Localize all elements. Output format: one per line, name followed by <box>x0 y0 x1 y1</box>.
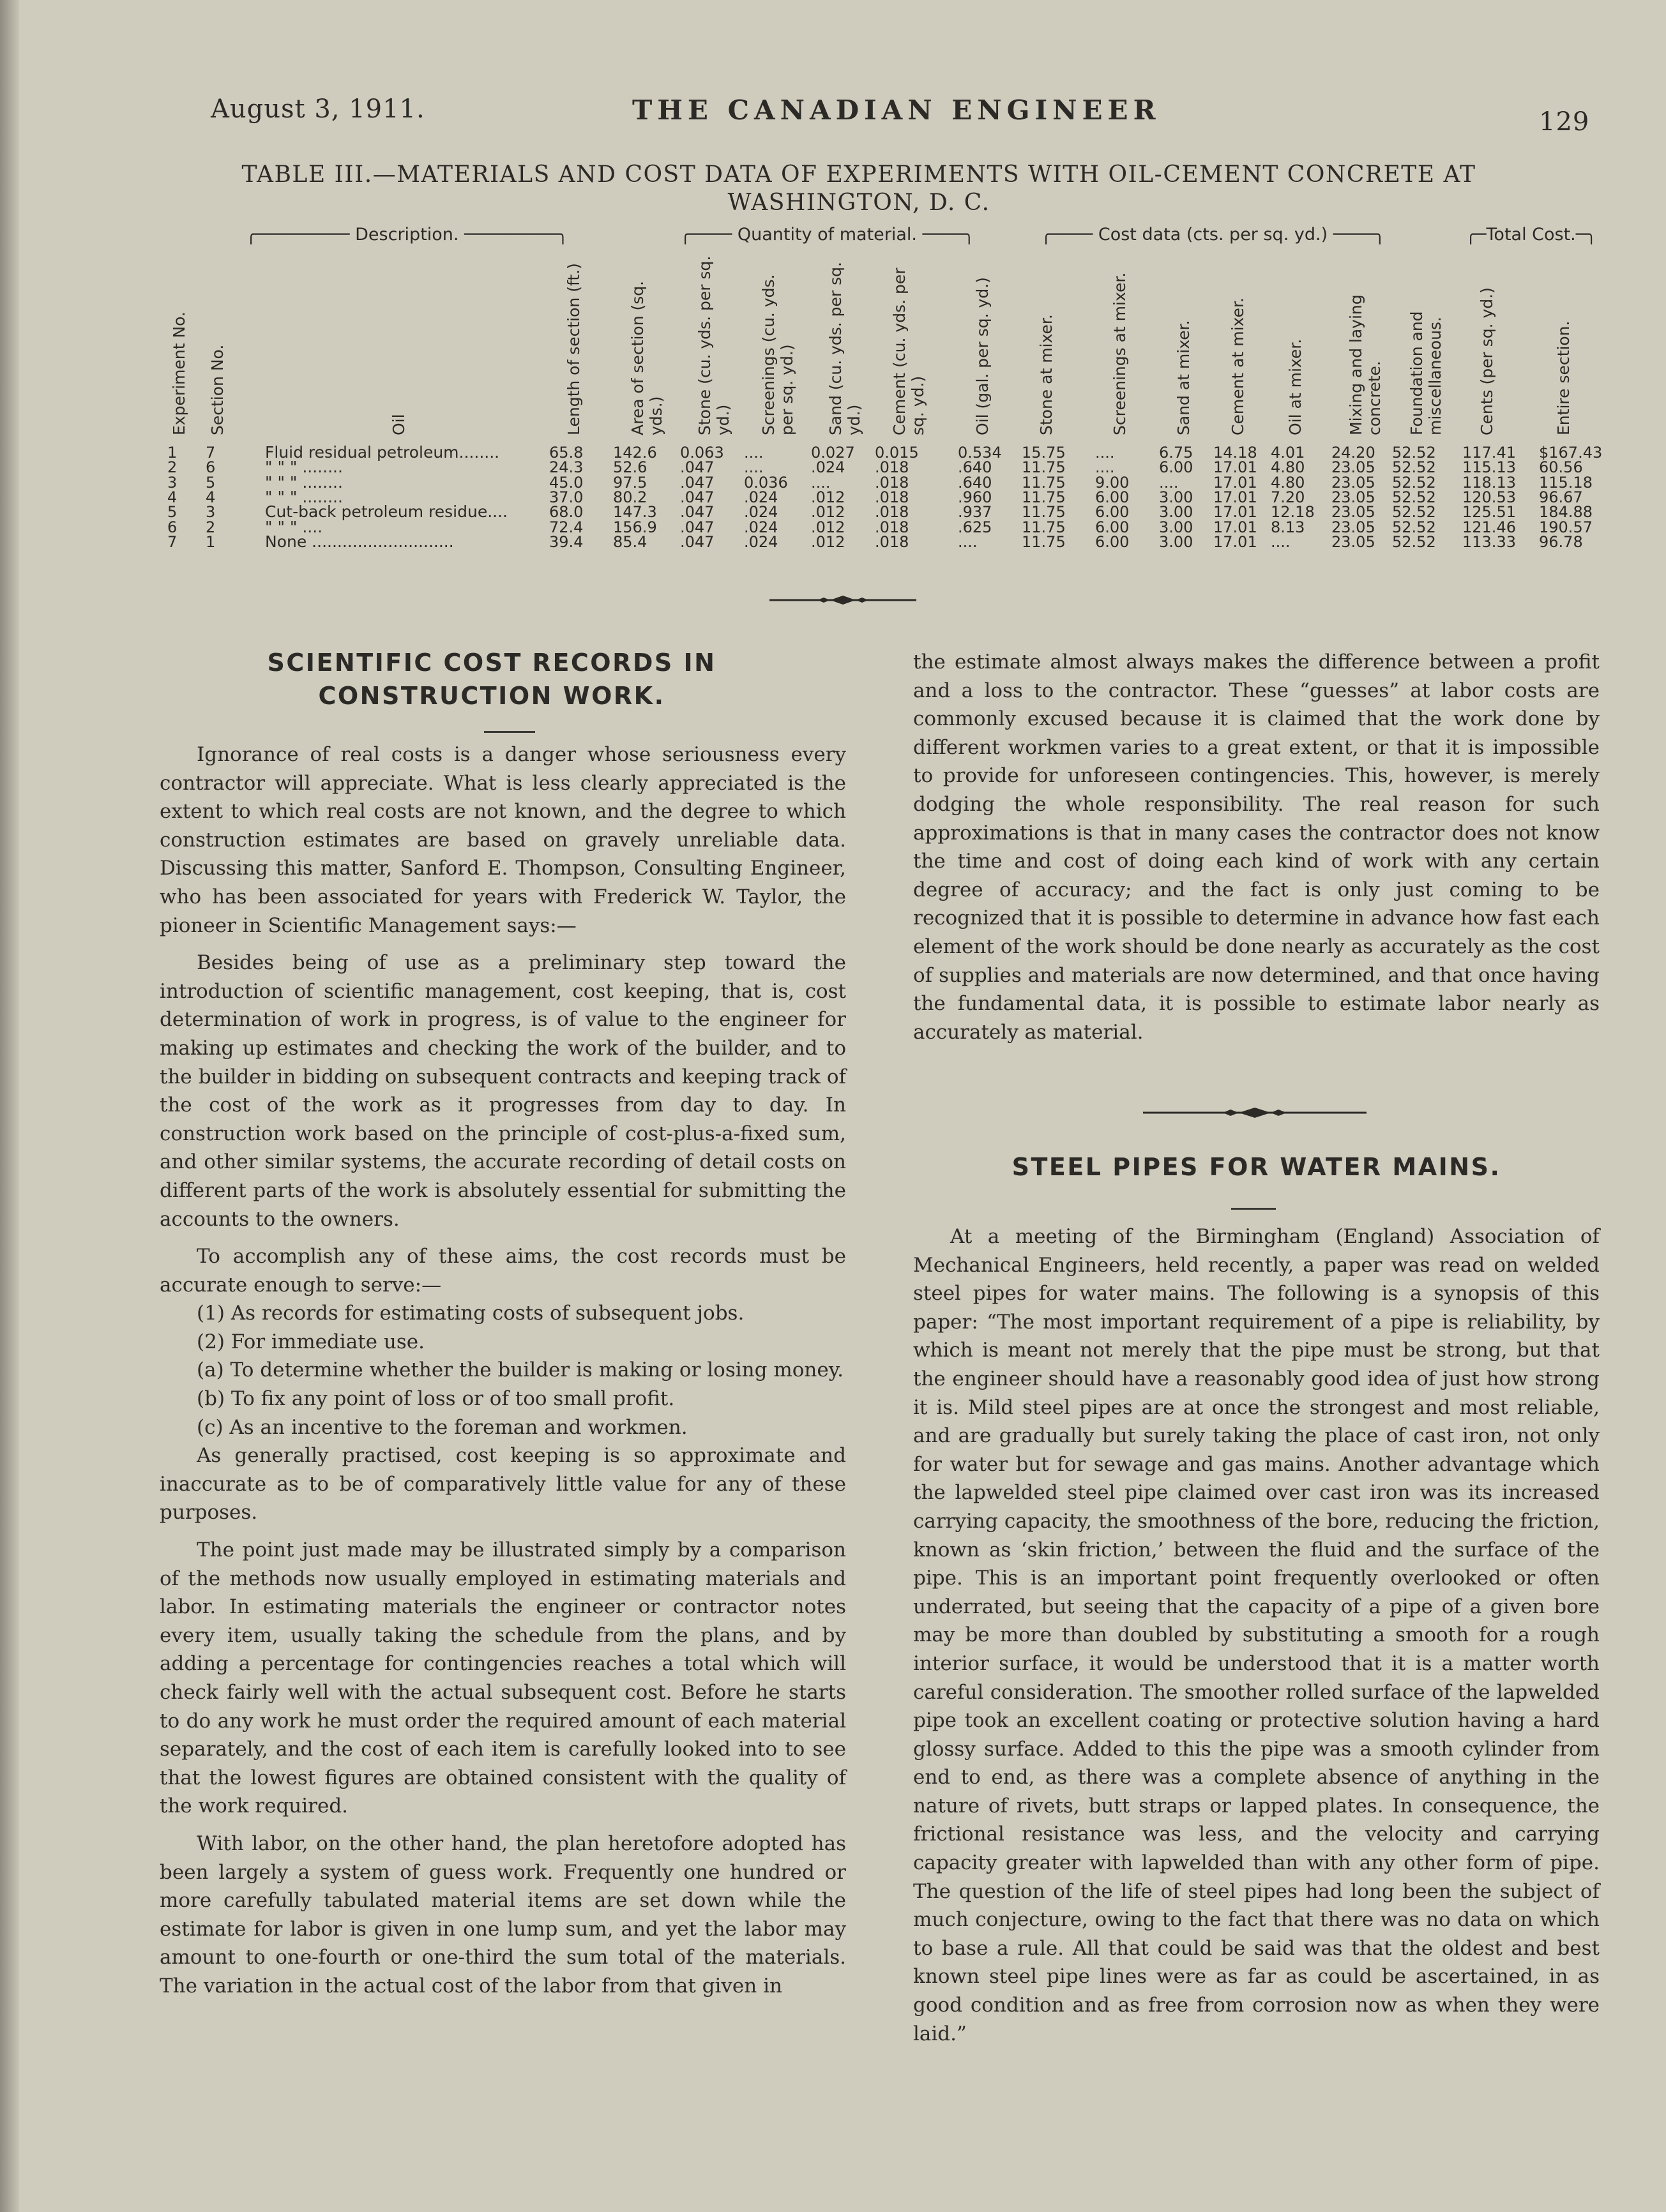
table-cell: 0.027 <box>811 444 855 462</box>
article1-paragraph: As generally practised, cost keeping is so approximate and inaccurate as to be of comparatively little value for any of these purposes. <box>160 1444 846 1524</box>
table-cell: 4.01 <box>1271 444 1305 462</box>
right-column-top <box>913 648 1600 1046</box>
table-cell: 72.4 <box>549 518 584 536</box>
column-header: Oil (gal. per sq. yd.) <box>973 277 992 435</box>
column-header: Length of section (ft.) <box>564 263 583 435</box>
table-cell: 2 <box>167 458 178 477</box>
table-cell: .047 <box>680 488 715 506</box>
table-cell: .960 <box>958 488 992 506</box>
article1-paragraph: The point just made may be illustrated simply by a comparison of the methods now usually employed in estimating materials and labor. In estimating materials the engineer or contractor notes every item, usually taking the schedule from the plans, and by adding a percentage for contingencies reaches a total which will check fairly well with the actual subsequent cost. Before he starts to do any work he must order the required amount of each material separately, and the cost of each item is carefully looked into to see that the lowest figures are obtained consistent with the quality of the work required. <box>160 1539 846 1818</box>
table-cell: .012 <box>811 518 845 536</box>
table-cell: 17.01 <box>1213 488 1257 506</box>
table-cell: 7 <box>206 444 216 462</box>
table-cell: 2 <box>206 518 216 536</box>
table-cell: 121.46 <box>1462 518 1516 536</box>
article1-list-item: (a) To determine whether the builder is making or losing money. <box>197 1358 844 1382</box>
table-cell: 7.20 <box>1271 488 1305 506</box>
table-cell: 24.3 <box>549 458 584 477</box>
article2-heading: STEEL PIPES FOR WATER MAINS. <box>1011 1153 1501 1181</box>
article1-heading-rule <box>484 731 535 733</box>
column-header: Oil <box>390 414 408 435</box>
table-cell: 9.00 <box>1095 473 1130 492</box>
group-header-description: ╭───────── Description. ─────────╮ <box>246 225 568 245</box>
table-cell: 11.75 <box>1022 473 1066 492</box>
table-cell: .640 <box>958 458 992 477</box>
group-label-description: Description. <box>355 225 459 245</box>
table-cell: Cut-back petroleum residue.... <box>265 502 508 522</box>
table-cell: Fluid residual petroleum........ <box>265 443 500 462</box>
table-cell: .... <box>1095 458 1115 477</box>
table-cell: .024 <box>744 503 778 522</box>
table-cell: 1 <box>167 444 178 462</box>
table-cell: 23.05 <box>1331 458 1375 477</box>
table-cell: 17.01 <box>1213 503 1257 522</box>
article2-heading-rule <box>1231 1208 1276 1210</box>
table-cell: 142.6 <box>613 444 657 462</box>
table-cell: .012 <box>811 488 845 506</box>
table-cell: 4 <box>167 488 178 506</box>
table-cell: 6 <box>206 458 216 477</box>
table-cell: .018 <box>875 473 909 492</box>
table-cell: 23.05 <box>1331 473 1375 492</box>
table-cell: 115.13 <box>1462 458 1516 477</box>
table-cell: 52.52 <box>1392 503 1436 522</box>
table-cell: 120.53 <box>1462 488 1516 506</box>
table-cell: 113.33 <box>1462 532 1516 551</box>
issue-date: August 3, 1911. <box>211 94 425 124</box>
table-cell: 52.6 <box>613 458 647 477</box>
column-header: Cement at mixer. <box>1229 297 1247 435</box>
table-cell: 7 <box>167 532 178 551</box>
column-header: Oil at mixer. <box>1286 338 1305 435</box>
column-header: Foundation and miscellaneous. <box>1407 311 1444 435</box>
table-cell: 1 <box>206 532 216 551</box>
table-cell: 3 <box>206 503 216 522</box>
table-cell: 3.00 <box>1159 532 1193 551</box>
table-cell: 52.52 <box>1392 518 1436 536</box>
table-cell: 52.52 <box>1392 473 1436 492</box>
table-cell: 37.0 <box>549 488 584 506</box>
table-cell: .937 <box>958 503 992 522</box>
table-cell: .640 <box>958 473 992 492</box>
table-cell: .018 <box>875 532 909 551</box>
table-cell: 68.0 <box>549 503 584 522</box>
table-cell: 6.75 <box>1159 444 1193 462</box>
table-cell: 184.88 <box>1539 503 1593 522</box>
table-cell: 125.51 <box>1462 503 1516 522</box>
table-cell: .... <box>1271 532 1291 551</box>
table-cell: .... <box>1095 444 1115 462</box>
table-cell: 117.41 <box>1462 444 1516 462</box>
column-header: Sand at mixer. <box>1174 320 1193 435</box>
table-cell: 96.67 <box>1539 488 1583 506</box>
table-cell: 17.01 <box>1213 473 1257 492</box>
table-title <box>192 161 1526 217</box>
table-cell: " " " ........ <box>265 458 343 477</box>
table-cell: .625 <box>958 518 992 536</box>
column-header: Screenings (cu. yds. per sq. yd.) <box>759 274 796 435</box>
column-header: Experiment No. <box>170 312 188 435</box>
table-cell: 52.52 <box>1392 488 1436 506</box>
table-title-line-1: TABLE III.—MATERIALS AND COST DATA OF EXPERIMENTS WITH OIL-CEMENT CONCRETE AT <box>241 162 1476 188</box>
table-cell: .024 <box>744 488 778 506</box>
article1-list-item: (1) As records for estimating costs of subsequent jobs. <box>197 1302 745 1325</box>
table-cell: 3.00 <box>1159 518 1193 536</box>
table-cell: 17.01 <box>1213 518 1257 536</box>
table-cell: 147.3 <box>613 503 657 522</box>
table-cell: 8.13 <box>1271 518 1305 536</box>
table-title-line-2: WASHINGTON, D. C. <box>727 190 990 216</box>
table-cell: 3 <box>167 473 178 492</box>
table-cell: .... <box>744 444 764 462</box>
page-number: 129 <box>1539 107 1590 137</box>
table-cell: 3.00 <box>1159 503 1193 522</box>
article1-paragraph: With labor, on the other hand, the plan heretofore adopted has been largely a system of guess work. Frequently one hundred or more carefully tabulated material items are set down while the estimate for labor is given in one lump sum, and yet the labor may amount to one-fourth or one-third the sum total of the materials. The variation in the actual cost of the labor from that given in <box>160 1832 846 1998</box>
table-cell: 118.13 <box>1462 473 1516 492</box>
table-cell: 12.18 <box>1271 503 1315 522</box>
table-cell: .018 <box>875 503 909 522</box>
group-label-cost: Cost data (cts. per sq. yd.) <box>1098 225 1328 245</box>
table-cell: .047 <box>680 532 715 551</box>
article1-heading: SCIENTIFIC COST RECORDS IN CONSTRUCTION WORK. <box>267 649 716 710</box>
journal-title: THE CANADIAN ENGINEER <box>632 94 1161 126</box>
column-header: Area of section (sq. yds.) <box>628 280 665 435</box>
table-cell: 0.534 <box>958 444 1002 462</box>
group-header-cost: ╭──── Cost data (cts. per sq. yd.) ────╮ <box>1041 225 1385 245</box>
column-header: Cement (cu. yds. per sq. yd.) <box>890 267 927 435</box>
table-cell: 0.063 <box>680 444 724 462</box>
column-header: Sand (cu. yds. per sq. yd.) <box>826 262 863 435</box>
left-column <box>160 741 846 2001</box>
table-cell: .024 <box>811 458 845 477</box>
table-cell: 80.2 <box>613 488 647 506</box>
table-cell: 156.9 <box>613 518 657 536</box>
table-cell: 6.00 <box>1095 532 1130 551</box>
table-cell: 11.75 <box>1022 488 1066 506</box>
table-cell: 23.05 <box>1331 503 1375 522</box>
column-header: Entire section. <box>1554 320 1573 435</box>
table-cell: 52.52 <box>1392 458 1436 477</box>
table-cell: 45.0 <box>549 473 584 492</box>
table-cell: .... <box>958 532 978 551</box>
table-cell: .047 <box>680 518 715 536</box>
table-cell: .018 <box>875 488 909 506</box>
table-cell: .... <box>1159 473 1179 492</box>
table-cell: 24.20 <box>1331 444 1375 462</box>
table-cell: 3.00 <box>1159 488 1193 506</box>
group-header-total: ╭─Total Cost.─╮ <box>1465 225 1597 245</box>
group-label-total: Total Cost. <box>1486 225 1576 245</box>
table-cell: 15.75 <box>1022 444 1066 462</box>
table-cell: 6.00 <box>1095 503 1130 522</box>
column-header: Section No. <box>208 344 227 435</box>
column-header: Mixing and laying concrete. <box>1347 294 1384 435</box>
table-cell: 65.8 <box>549 444 584 462</box>
table-cell: .018 <box>875 458 909 477</box>
article1-paragraph: Besides being of use as a preliminary step toward the introduction of scientific management, cost keeping, that is, cost determination of work in progress, is of value to the engineer for making up estimates and checking the work of the builder, and to the builder in bidding on subsequent contracts and keeping track of the cost of the work as it progresses from day to day. In construction work based on the principle of cost-plus-a-fixed sum, and other similar systems, the accurate recording of detail costs on different parts of the work is absolutely essential for submitting the accounts to the owners. <box>160 951 846 1231</box>
group-label-quantity: Quantity of material. <box>737 225 917 245</box>
table-cell: 17.01 <box>1213 532 1257 551</box>
table-cell: 17.01 <box>1213 458 1257 477</box>
table-cell: 4 <box>206 488 216 506</box>
table-cell: .012 <box>811 503 845 522</box>
table-cell: 5 <box>167 503 178 522</box>
article1-paragraph-continued: the estimate almost always makes the difference between a profit and a loss to the contractor. These “guesses” at labor costs are commonly excused because it is claimed that the work done by different workmen varies to a great extent, or that it is impossible to provide for unforeseen contingencies. This, however, is merely dodging the whole responsibility. The real reason for such approximations is that in many cases the contractor does not know the time and cost of doing each kind of work with any certain degree of accuracy; and the fact is only just coming to be recognized that it is possible to determine in advance how fast each element of the work should be done nearly as accurately as the cost of supplies and materials are now determined, and that once having the fundamental data, it is possible to estimate labor nearly as accurately as material. <box>913 651 1600 1044</box>
page-binding-edge <box>0 0 19 2212</box>
right-column-bottom <box>913 1223 1600 2048</box>
table-cell: " " " ........ <box>265 472 343 492</box>
ornament-divider-top <box>769 594 916 606</box>
table-cell: .024 <box>744 518 778 536</box>
table-cell: 60.56 <box>1539 458 1583 477</box>
article1-list-item: (2) For immediate use. <box>197 1330 425 1353</box>
table-cell: 6.00 <box>1095 518 1130 536</box>
column-header: Stone (cu. yds. per sq. yd.) <box>695 255 732 435</box>
table-cell: .047 <box>680 503 715 522</box>
article1-paragraph: To accomplish any of these aims, the cost records must be accurate enough to serve:— <box>160 1245 846 1297</box>
table-cell: 115.18 <box>1539 473 1593 492</box>
table-cell: 23.05 <box>1331 518 1375 536</box>
table-cell: 4.80 <box>1271 473 1305 492</box>
table-cell: 6 <box>167 518 178 536</box>
table-cell: 11.75 <box>1022 518 1066 536</box>
column-header: Stone at mixer. <box>1037 314 1056 435</box>
table-cell: .018 <box>875 518 909 536</box>
table-cell: 0.036 <box>744 473 788 492</box>
table-cell: 23.05 <box>1331 532 1375 551</box>
table-cell: .024 <box>744 532 778 551</box>
article1-list-item: (b) To fix any point of loss or of too small profit. <box>197 1387 675 1411</box>
table-cell: 39.4 <box>549 532 584 551</box>
table-cell: 52.52 <box>1392 444 1436 462</box>
table-cell: 11.75 <box>1022 458 1066 477</box>
table-cell: 96.78 <box>1539 532 1583 551</box>
table-cell: 97.5 <box>613 473 647 492</box>
table-cell: 6.00 <box>1095 488 1130 506</box>
table-cell: 11.75 <box>1022 532 1066 551</box>
table-cell: 85.4 <box>613 532 647 551</box>
group-header-quantity: ╭──── Quantity of material. ────╮ <box>680 225 974 245</box>
table-cell: .012 <box>811 532 845 551</box>
table-cell: 190.57 <box>1539 518 1593 536</box>
article1-paragraph: Ignorance of real costs is a danger whose seriousness every contractor will appreciate. What is less clearly appreciated is the extent to which real costs are not known, and the degree to which construction estimates are based on gravely unreliable data. Discussing this matter, Sanford E. Thompson, Consulting Engineer, who has been associated for years with Frederick W. Taylor, the pioneer in Scientific Management says:— <box>160 743 846 937</box>
column-header: Cents (per sq. yd.) <box>1478 287 1496 435</box>
table-cell: None ............................ <box>265 532 454 551</box>
column-header: Screenings at mixer. <box>1110 272 1129 435</box>
table-cell: 14.18 <box>1213 444 1257 462</box>
article1-list-item: (c) As an incentive to the foreman and workmen. <box>197 1415 688 1439</box>
table-cell: .047 <box>680 458 715 477</box>
table-cell: 6.00 <box>1159 458 1193 477</box>
table-cell: 11.75 <box>1022 503 1066 522</box>
table-cell: " " " ........ <box>265 487 343 506</box>
table-cell: .... <box>744 458 764 477</box>
table-cell: " " " .... <box>265 517 323 536</box>
table-cell: .047 <box>680 473 715 492</box>
article2-paragraph: At a meeting of the Birmingham (England) Association of Mechanical Engineers, held recently, a paper was read on welded steel pipes for water mains. The following is a synopsis of this paper: “The most important requirement of a pipe is reliability, by which is meant not merely that the pipe must be strong, but that the engineer should have a reasonably good idea of just how strong it is. Mild steel pipes are at once the strongest and most reliable, and are gradually but surely taking the place of cast iron, not only for water but for sewage and gas mains. Another advantage which the lapwelded steel pipe claimed over cast iron was its increased carrying capacity, the smoothness of the bore, reducing the friction, known as ‘skin friction,’ between the fluid and the surface of the pipe. This is an important point frequently overlooked or often underrated, but seeing that the capacity of a pipe of a given bore may be more than doubled by substituting a smooth for a rough interior surface, it would be understood that it is a matter worth careful consideration. The smoother rolled surface of the lapwelded pipe took an excellent coating or protective solution having a hard glossy surface. Added to this the pipe was a smooth cylinder from end to end, as there was a complete absence of anything in the nature of rivets, butt straps or lapped plates. In consequence, the frictional resistance was less, and the velocity and carrying capacity greater with lapwelded than with any other form of pipe. The question of the life of steel pipes had long been the subject of much conjecture, owing to the fact that there was no data on which to base a rule. All that could be said was that the oldest and best known steel pipe lines were as far as could be ascertained, in as good condition and as free from corrosion now as when they were laid.” <box>913 1225 1600 2045</box>
table-cell: .... <box>811 473 831 492</box>
table-cell: 0.015 <box>875 444 919 462</box>
table-cell: 4.80 <box>1271 458 1305 477</box>
ornament-divider-middle <box>1143 1106 1367 1119</box>
table-cell: 23.05 <box>1331 488 1375 506</box>
table-cell: $167.43 <box>1539 444 1603 462</box>
table-cell: 52.52 <box>1392 532 1436 551</box>
table-cell: 5 <box>206 473 216 492</box>
